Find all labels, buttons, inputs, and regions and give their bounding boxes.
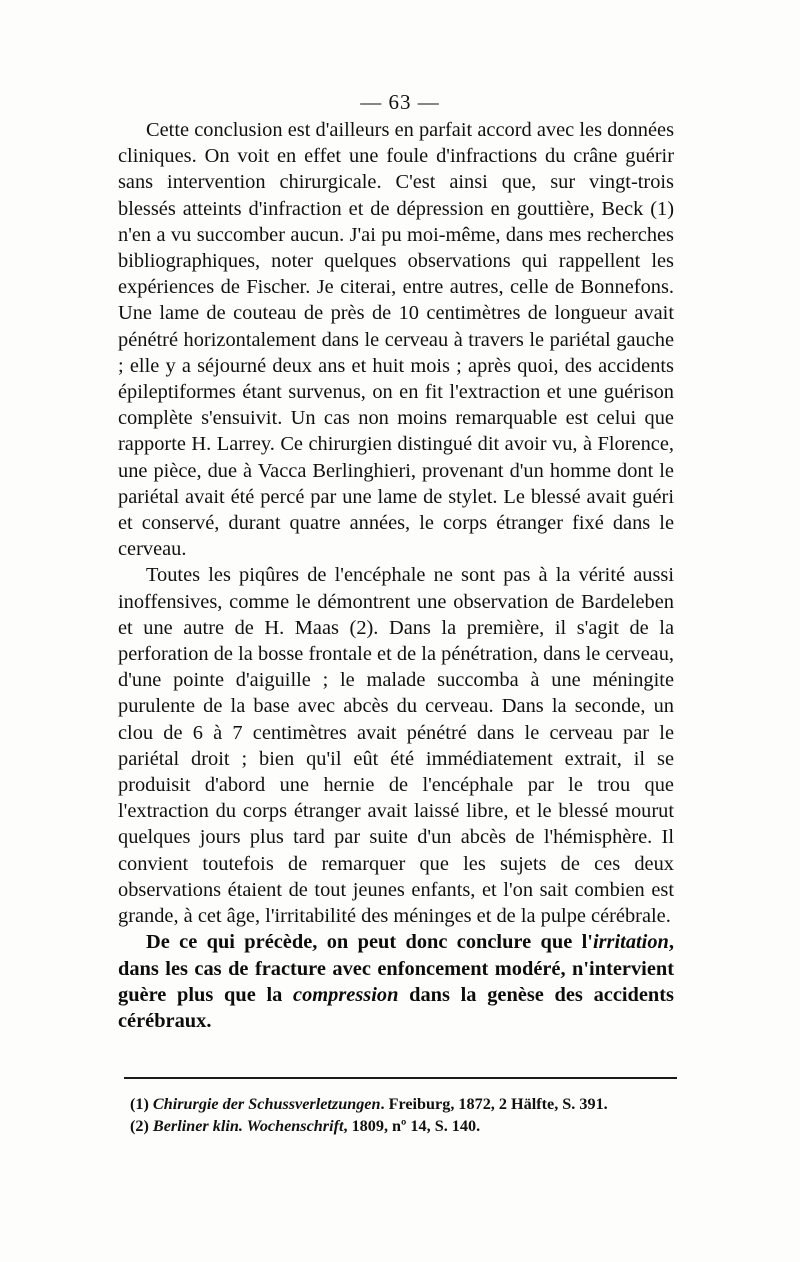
footnote-1-reference: . Freiburg, 1872, 2 Hälfte, S. 391. (380, 1095, 608, 1113)
footnote-2-marker: (2) (130, 1117, 149, 1135)
footnote-1 (130, 1093, 678, 1115)
footnote-2 (130, 1115, 678, 1137)
paragraph-3-after: dans la genèse des accidents cérébraux. (118, 983, 674, 1032)
footnote-2-title: Berliner klin. Wochenschrift (152, 1117, 344, 1135)
paragraph-1-text: Cette conclusion est d'ailleurs en parfait accord avec les données cliniques. On voit en effet une foule d'infractions du crâne guérir sans intervention chirurgicale. C'est ainsi que, sur vingt-trois blessés atteints d'infraction et de dépression en gouttière, Beck (1) n'en a vu succomber aucun. J'ai pu moi-même, dans mes recherches bibliographiques, noter quelques observations qui rappellent les expériences de Fischer. Je citerai, entre autres, celle de Bonnefons. Une lame de couteau de près de 10 centimètres de longueur avait pénétré horizontalement dans le cerveau à travers le pariétal gauche ; elle y a séjourné deux ans et huit mois ; après quoi, des accidents épileptiformes étant survenus, on en fit l'extraction et une guérison complète s'ensuivit. Un cas non moins remarquable est celui que rapporte H. Larrey. Ce chirurgien distingué dit avoir vu, à Florence, une pièce, due à Vacca Berlinghieri, provenant d'un homme dont le pariétal avait été percé par une lame de stylet. Le blessé avait guéri et conservé, durant quatre années, le corps étranger fixé dans le cerveau. (118, 119, 674, 561)
footnote-divider (124, 1077, 677, 1079)
paragraph-3-emphasis-irritation: irritation (592, 931, 669, 954)
paragraph-3 (118, 929, 674, 1034)
footnote-1-marker: (1) (130, 1095, 149, 1113)
paragraph-2 (118, 562, 674, 929)
paragraph-3-middle: , dans les cas de fracture avec enfoncement modéré, n'intervient guère plus que la (118, 931, 674, 1006)
footnote-2-reference: , 1809, nº 14, S. 140. (343, 1117, 481, 1135)
body-text (118, 117, 674, 1034)
footnotes (130, 1093, 678, 1137)
paragraph-1 (118, 117, 674, 562)
paragraph-3-emphasis-compression: compression (293, 983, 399, 1006)
paragraph-3-text: De ce qui précède, on peut donc conclure que l' (146, 931, 593, 954)
page-number: — 63 — (360, 90, 440, 114)
footnote-1-title: Chirurgie der Schussverletzungen (152, 1095, 381, 1113)
paragraph-2-text: Toutes les piqûres de l'encéphale ne sont pas à la vérité aussi inoffensives, comme le démontrent une observation de Bardeleben et une autre de H. Maas (2). Dans la première, il s'agit de la perforation de la bosse frontale et de la pénétration, dans le cerveau, d'une pointe d'aiguille ; le malade succomba à une méningite purulente de la base avec abcès du cerveau. Dans la seconde, un clou de 6 à 7 centimètres avait pénétré dans le cerveau par le pariétal droit ; bien qu'il eût été immédiatement extrait, il se produisit d'abord une hernie de l'encéphale par le trou que l'extraction du corps étranger avait laissé libre, et le blessé mourut quelques jours plus tard par suite d'un abcès de l'hémisphère. Il convient toutefois de remarquer que les sujets de ces deux observations étaient de tout jeunes enfants, et l'on sait combien est grande, à cet âge, l'irritabilité des méninges et de la pulpe cérébrale. (118, 564, 674, 928)
